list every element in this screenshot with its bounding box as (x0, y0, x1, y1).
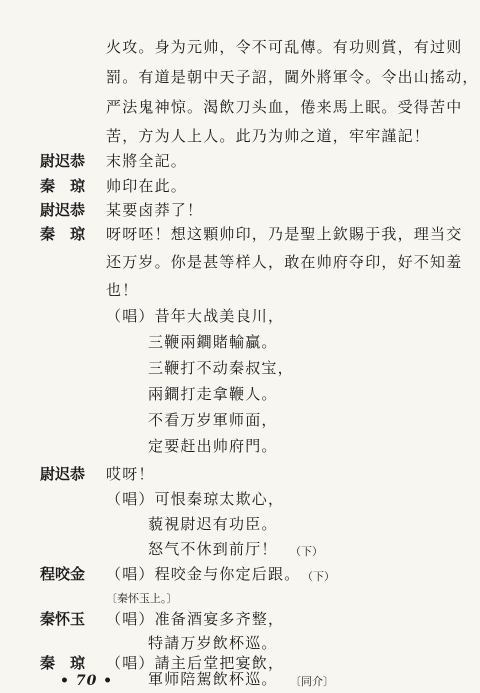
text-line: 軍师陪駕飲杯巡。 (148, 670, 278, 688)
text-line: （唱）請主后堂把宴飲， (106, 654, 285, 672)
speaker-name: 秦 琼 (40, 225, 86, 243)
speaker-name: 程咬金 (40, 565, 86, 583)
text-line: 哎呀！ (106, 465, 155, 483)
text-line: 三鞭打不动秦叔宝， (148, 359, 294, 377)
text-line: 呀呀呸！想这顆帅印，乃是聖上欽賜于我，理当交 (106, 225, 463, 243)
text-line: （唱）昔年大战美良川， (106, 307, 285, 325)
page-number: • 70 • (60, 673, 114, 689)
speaker-name: 秦怀玉 (40, 610, 86, 628)
speaker-name: 尉迟恭 (40, 465, 86, 483)
text-line: 火攻。身为元帅，令不可乱傳。有功则賞，有过则 (106, 38, 463, 56)
text-line: 严法鬼神惊。渴飲刀头血，倦来馬上眠。受得苦中 (106, 98, 463, 116)
text-line: 也！ (106, 281, 139, 299)
stage-direction: （下） (302, 570, 335, 583)
text-line: 苦，方为人上人。此乃为帅之道，牢牢謹記！ (106, 127, 431, 145)
stage-direction: 〔同介〕 (290, 675, 334, 688)
text-line: （唱）程咬金与你定后跟。 (106, 565, 301, 583)
text-line: （唱）可恨秦琼太欺心， (106, 490, 285, 508)
text-line: 特請万岁飲杯巡。 (148, 634, 278, 652)
text-line: 定要赶出帅府門。 (148, 437, 278, 455)
stage-direction: （下） (290, 545, 323, 558)
text-line: （唱）准备酒宴多齐整， (106, 610, 285, 628)
text-line: 三鞭兩鐧賭輸贏。 (148, 333, 278, 351)
text-line: 不看万岁軍师面， (148, 411, 278, 429)
text-line: 帅印在此。 (106, 177, 188, 195)
speaker-name: 尉迟恭 (40, 152, 86, 170)
text-line: 某要卤莽了！ (106, 201, 204, 219)
text-line: 怒气不休到前厅！ (148, 540, 278, 558)
stage-direction: 〔秦怀玉上。〕 (106, 592, 178, 605)
speaker-name: 秦 琼 (40, 654, 86, 672)
text-line: 末將全記。 (106, 152, 188, 170)
speaker-name: 秦 琼 (40, 177, 86, 195)
text-line: 兩鐧打走拿鞭人。 (148, 385, 278, 403)
text-line: 罰。有道是朝中天子詔，閫外將軍令。令出山搖动， (106, 68, 479, 86)
speaker-name: 尉迟恭 (40, 201, 86, 219)
text-line: 藐視尉迟有功臣。 (148, 515, 278, 533)
text-line: 还万岁。你是甚等样人，敢在帅府夺印，好不知羞 (106, 253, 463, 271)
